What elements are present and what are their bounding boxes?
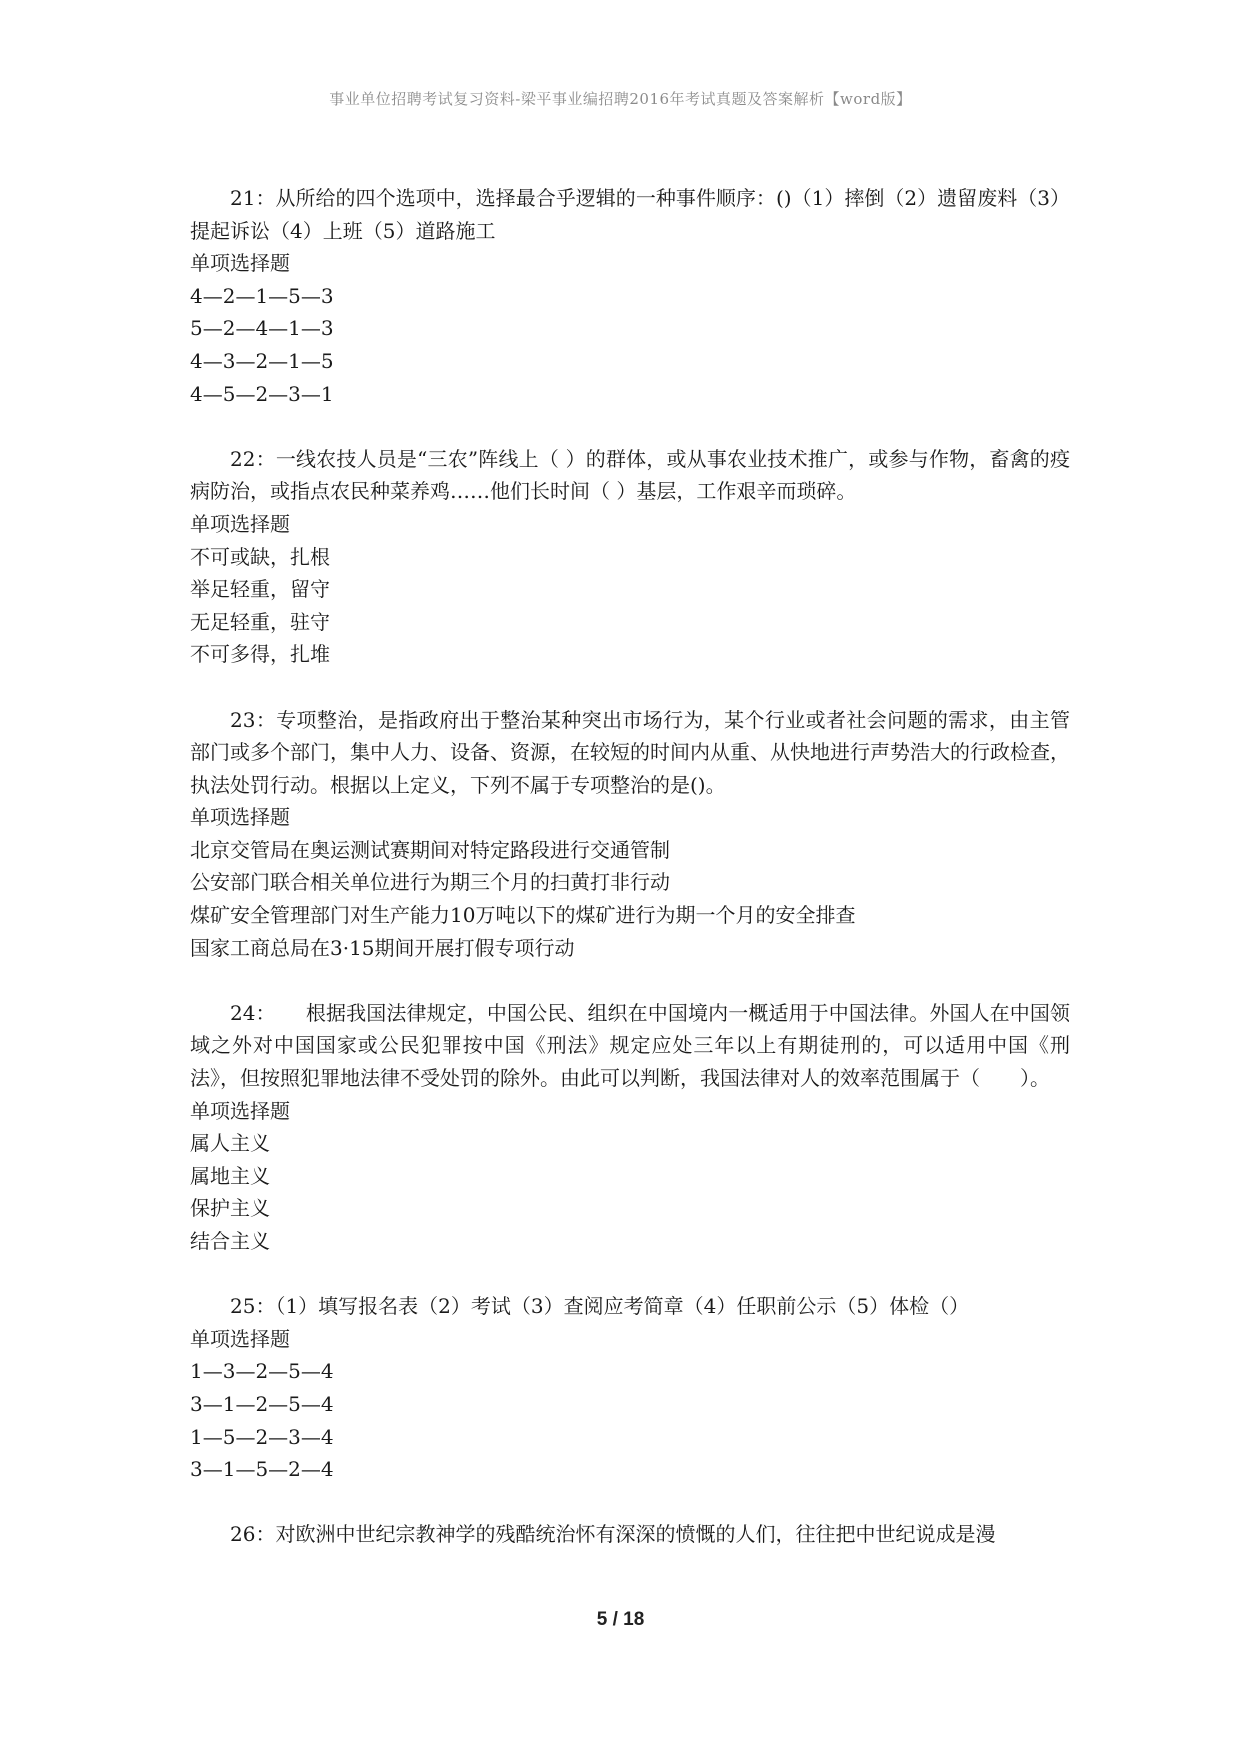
option-a: 4—2—1—5—3 [190, 283, 334, 308]
question-type: 单项选择题 [190, 1098, 290, 1123]
question-22 [190, 443, 1070, 671]
option-c: 4—3—2—1—5 [190, 348, 334, 373]
option-b: 3—1—2—5—4 [190, 1391, 334, 1416]
document-body [190, 182, 1070, 1551]
option-b: 公安部门联合相关单位进行为期三个月的扫黄打非行动 [190, 870, 670, 895]
question-stem: 24： 根据我国法律规定，中国公民、组织在中国境内一概适用于中国法律。外国人在中国领域之外对中国国家或公民犯罪按中国《刑法》规定应处三年以上有期徒刑的，可以适用中国《刑法》，但按照犯罪地法律不受处罚的除外。由此可以判断，我国法律对人的效率范围属于（ ）。 [190, 1000, 1070, 1091]
page-number: 5 / 18 [596, 1609, 645, 1630]
question-23 [190, 704, 1070, 965]
option-d: 4—5—2—3—1 [190, 381, 334, 406]
question-25 [190, 1290, 1070, 1486]
option-d: 3—1—5—2—4 [190, 1457, 334, 1482]
option-d: 不可多得，扎堆 [190, 642, 330, 667]
option-c: 1—5—2—3—4 [190, 1424, 334, 1449]
question-type: 单项选择题 [190, 511, 290, 536]
page-header: 事业单位招聘考试复习资料-梁平事业编招聘2016年考试真题及答案解析【word版】 [329, 90, 912, 108]
option-b: 属地主义 [190, 1163, 270, 1188]
option-d: 国家工商总局在3·15期间开展打假专项行动 [190, 935, 575, 960]
question-stem: 26：对欧洲中世纪宗教神学的残酷统治怀有深深的愤慨的人们，往往把中世纪说成是漫 [230, 1522, 996, 1547]
option-c: 煤矿安全管理部门对生产能力10万吨以下的煤矿进行为期一个月的安全排查 [190, 903, 856, 928]
question-type: 单项选择题 [190, 1326, 290, 1351]
question-24 [190, 997, 1070, 1258]
option-c: 保护主义 [190, 1196, 270, 1221]
option-d: 结合主义 [190, 1229, 270, 1253]
question-26 [190, 1518, 1070, 1551]
option-a: 属人主义 [190, 1131, 270, 1156]
option-c: 无足轻重，驻守 [190, 609, 330, 634]
option-b: 举足轻重，留守 [190, 577, 330, 602]
question-stem: 21：从所给的四个选项中，选择最合乎逻辑的一种事件顺序：()（1）摔倒（2）遗留废料（3）提起诉讼（4）上班（5）道路施工 [190, 186, 1070, 243]
question-type: 单项选择题 [190, 251, 290, 276]
option-a: 北京交管局在奥运测试赛期间对特定路段进行交通管制 [190, 837, 670, 862]
question-stem: 25：（1）填写报名表（2）考试（3）查阅应考简章（4）任职前公示（5）体检（） [230, 1294, 970, 1319]
question-type: 单项选择题 [190, 805, 290, 830]
question-stem: 23：专项整治，是指政府出于整治某种突出市场行为，某个行业或者社会问题的需求，由主管部门或多个部门，集中人力、设备、资源，在较短的时间内从重、从快地进行声势浩大的行政检查，执法处罚行动。根据以上定义，下列不属于专项整治的是()。 [190, 707, 1070, 797]
question-21 [190, 182, 1070, 410]
option-a: 1—3—2—5—4 [190, 1359, 334, 1384]
option-a: 不可或缺，扎根 [190, 544, 330, 569]
question-stem: 22：一线农技人员是“三农”阵线上（ ）的群体，或从事农业技术推广，或参与作物，畜禽的疫病防治，或指点农民种菜养鸡……他们长时间（ ）基层，工作艰辛而琐碎。 [190, 446, 1070, 504]
option-b: 5—2—4—1—3 [190, 316, 334, 341]
